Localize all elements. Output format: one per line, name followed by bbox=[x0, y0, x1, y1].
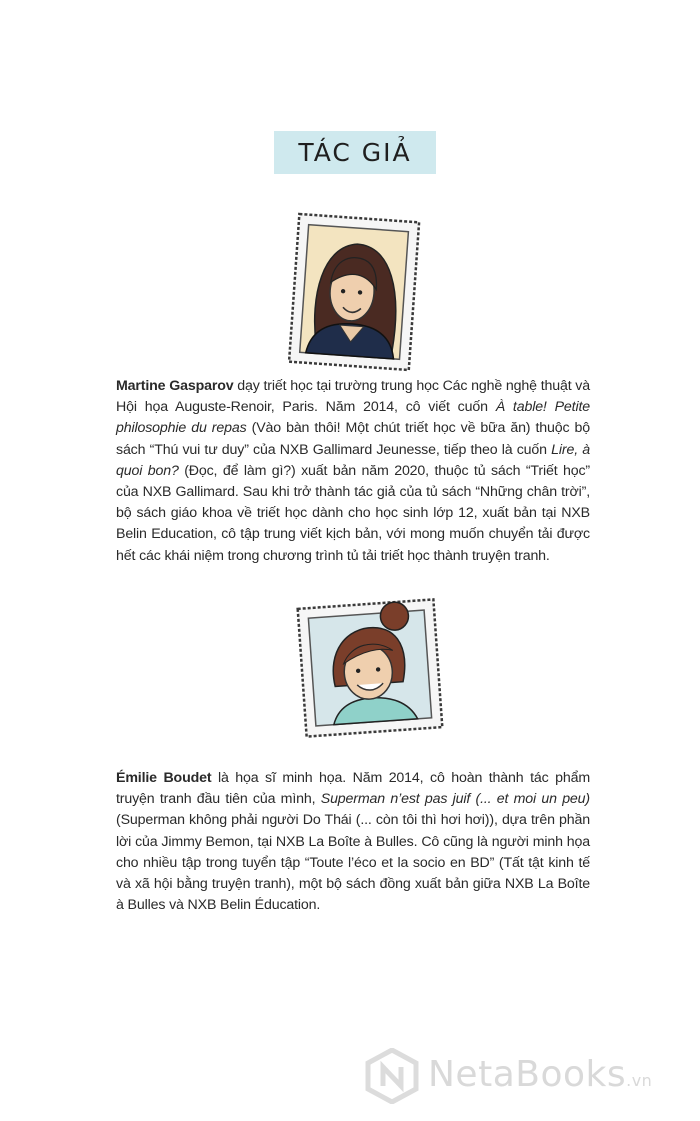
watermark bbox=[364, 1046, 684, 1106]
author-name: Martine Gasparov bbox=[116, 378, 234, 394]
bio-text: dạy triết học tại trường trung học Các nghề nghệ thuật và Hội họa Auguste-Renoir, Paris. Năm 2014, cô viết cuốn bbox=[116, 378, 590, 416]
book-title: Lire, à quoi bon? bbox=[116, 441, 590, 479]
netabooks-logo-icon bbox=[364, 1048, 420, 1104]
author-bio-martine bbox=[116, 376, 590, 567]
bio-text: (Đọc, để làm gì?) xuất bản năm 2020, thuộc tủ sách “Triết học” của NXB Gallimard. Sau khi trở thành tác giả của tủ sách “Những chân trời”, bộ sách giáo khoa về triết học dành cho học sinh lớp 12, xuất bản tại NXB Belin Education, cô tập trung viết kịch bản, với mong muốn chuyển tải được hết các khái niệm trong chương trình tủ tải triết học thành truyện tranh. bbox=[116, 462, 591, 564]
bio-text: (Vào bàn thôi! Một chút triết học về bữa ăn) thuộc bộ sách “Thú vui tư duy” của NXB Gallimard Jeunesse, tiếp theo là cuốn bbox=[116, 420, 590, 458]
section-title-box bbox=[274, 131, 436, 174]
book-title: Superman n’est pas juif (... et moi un peu) bbox=[320, 791, 590, 808]
section-title: TÁC GIẢ bbox=[298, 138, 412, 167]
author-name: Émilie Boudet bbox=[116, 770, 212, 786]
author-portrait-emilie bbox=[290, 588, 450, 748]
author-bio-emilie bbox=[116, 768, 590, 916]
book-title: À table! Petite philosophie du repas bbox=[116, 399, 590, 437]
watermark-brand: NetaBooks.vn bbox=[428, 1054, 653, 1095]
bio-text: là họa sĩ minh họa. Năm 2014, cô hoàn thành tác phẩm truyện tranh đầu tiên của mình, bbox=[116, 770, 590, 808]
author-portrait-martine bbox=[280, 208, 428, 378]
bio-text: (Superman không phải người Do Thái (... còn tôi thì hơi hơi)), dựa trên phần lời của Jimmy Bemon, tại NXB La Boîte à Bulles. Cô cũng là người minh họa cho nhiều tập trong tuyển tập “Toute l’éco et la socio en BD” (Tất tật kinh tế và xã hội bằng truyện tranh), một bộ sách đồng xuất bản giữa NXB La Boîte à Bulles và NXB Belin Éducation. bbox=[116, 812, 590, 914]
